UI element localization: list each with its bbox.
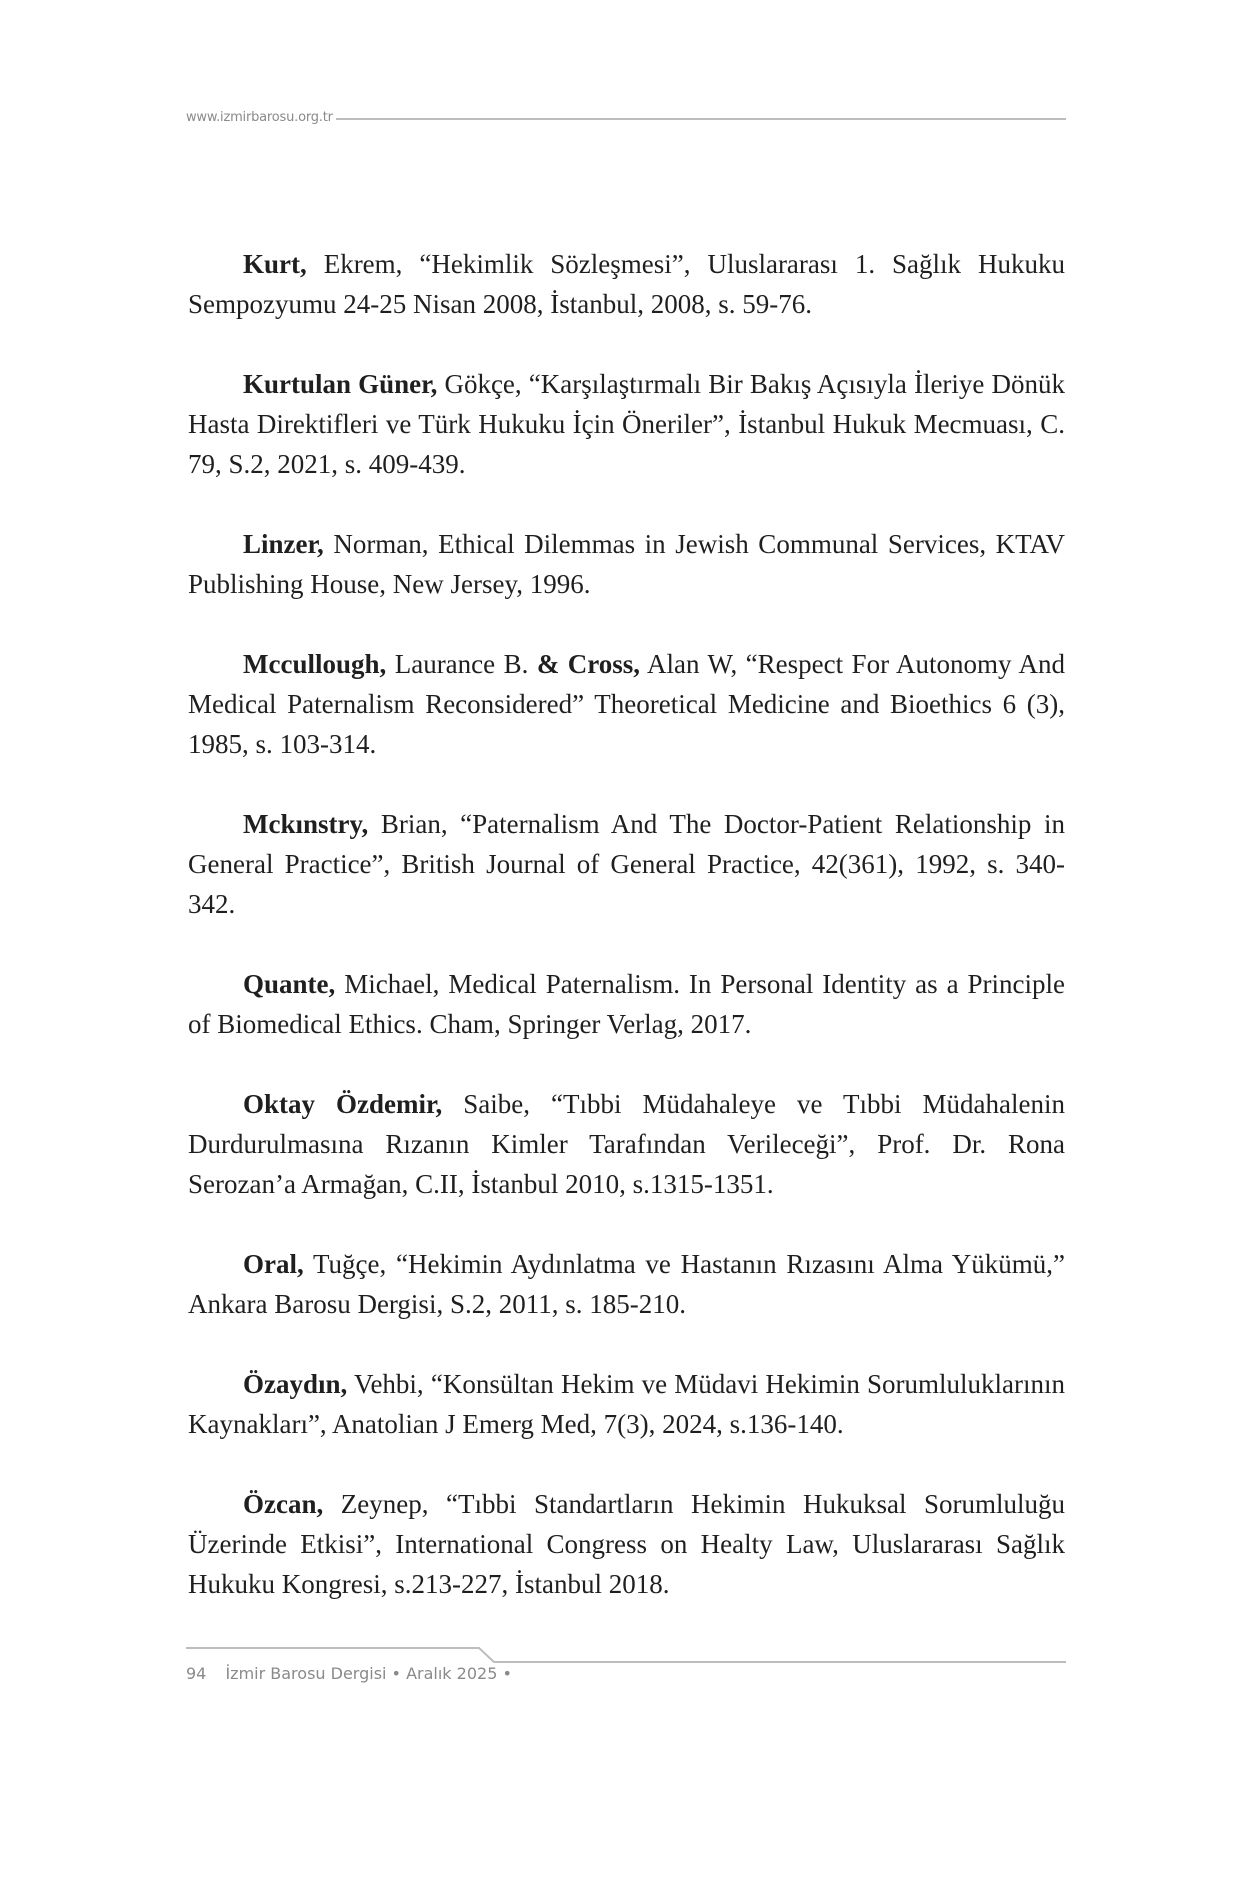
citation-text: Gökçe, “Karşılaştırmalı Bir Bakış Açısıyla İleriye Dönük Hasta Direktifleri ve Türk Hukuku İçin Öneriler”, İstanbul Hukuk Mecmuası, C. 79, S.2, 2021, s. 409-439. [188,369,1065,479]
page-header [186,110,1066,125]
author-name: Kurt, [243,249,307,279]
citation-text: Ekrem, “Hekimlik Sözleşmesi”, Uluslararası 1. Sağlık Hukuku Sempozyumu 24-25 Nisan 2008, İstanbul, 2008, s. 59-76. [188,249,1065,319]
author-name: Özcan, [243,1489,324,1519]
author-name: & Cross, [536,649,641,679]
header-rule [336,118,1066,120]
citation-text: Brian, “Paternalism And The Doctor-Patient Relationship in General Practice”, British Journal of General Practice, 42(361), 1992, s. 340-342. [188,809,1065,919]
bibliography-entry [188,364,1065,484]
author-name: Quante, [243,969,336,999]
footer-rule [186,1646,1066,1666]
citation-text: Vehbi, “Konsültan Hekim ve Müdavi Hekimin Sorumluluklarının Kaynakları”, Anatolian J Emerg Med, 7(3), 2024, s.136-140. [188,1369,1065,1439]
author-name: Özaydın, [243,1369,348,1399]
citation-text: Norman, Ethical Dilemmas in Jewish Communal Services, KTAV Publishing House, New Jersey, 1996. [188,529,1065,599]
bibliography-entry [188,1084,1065,1204]
citation-text: Tuğçe, “Hekimin Aydınlatma ve Hastanın Rızasını Alma Yükümü,” Ankara Barosu Dergisi, S.2, 2011, s. 185-210. [188,1249,1065,1319]
bibliography-list [188,244,1065,1644]
bibliography-entry [188,804,1065,924]
author-name: Mccullough, [243,649,387,679]
citation-text: Laurance B. [386,649,537,679]
author-name: Mckınstry, [243,809,369,839]
citation-text: Saibe, “Tıbbi Müdahaleye ve Tıbbi Müdahalenin Durdurulmasına Rızanın Kimler Tarafından Verileceği”, Prof. Dr. Rona Serozan’a Armağan, C.II, İstanbul 2010, s.1315-1351. [188,1089,1065,1199]
author-name: Linzer, [243,529,324,559]
citation-text: Michael, Medical Paternalism. In Personal Identity as a Principle of Biomedical Ethics. Cham, Springer Verlag, 2017. [188,969,1065,1039]
bibliography-entry [188,1244,1065,1324]
author-name: Kurtulan Güner, [243,369,438,399]
author-name: Oral, [243,1249,304,1279]
author-name: Oktay Özdemir, [243,1089,443,1119]
header-url: www.izmirbarosu.org.tr [186,110,333,125]
bibliography-entry [188,244,1065,324]
bibliography-entry [188,1364,1065,1444]
page-footer [186,1646,1066,1696]
page-number: 94 [186,1664,207,1683]
bibliography-entry [188,644,1065,764]
bibliography-entry [188,1484,1065,1604]
citation-text: Zeynep, “Tıbbi Standartların Hekimin Hukuksal Sorumluluğu Üzerinde Etkisi”, International Congress on Healty Law, Uluslararası Sağlık Hukuku Kongresi, s.213-227, İstanbul 2018. [188,1489,1065,1599]
journal-info: İzmir Barosu Dergisi • Aralık 2025 • [225,1664,512,1683]
bibliography-entry [188,524,1065,604]
citation-text: Alan W, “Respect For Autonomy And Medical Paternalism Reconsidered” Theoretical Medicine and Bioethics 6 (3), 1985, s. 103-314. [188,649,1065,759]
bibliography-entry [188,964,1065,1044]
